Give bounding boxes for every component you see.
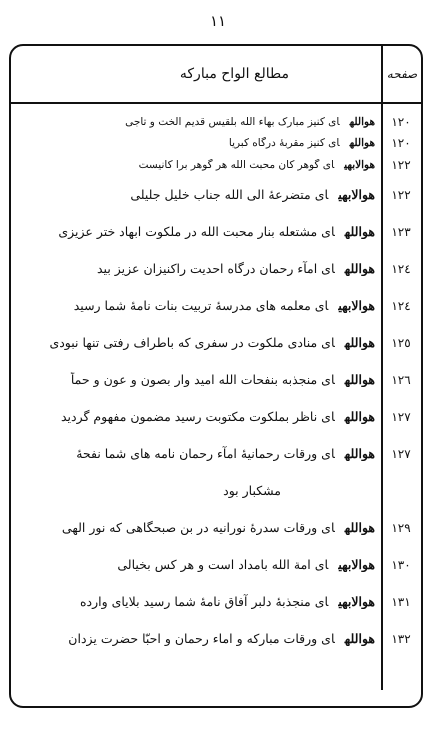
entry-text [11,372,381,387]
entry-opening: ای منجذبهٔ دلبر آفاق نامهٔ شما رسید بلایای وارده [79,594,329,609]
list-item [11,546,421,583]
list-item [11,583,421,620]
entry-text [11,116,381,128]
entry-page-number: ١٢٢ [391,187,411,202]
entry-opening: ای کنیز مقربهٔ درگاه کبریا [228,137,340,149]
list-item [11,112,421,132]
title-column-header [11,46,381,102]
list-item [11,250,421,287]
entry-invocation: هوالله [344,335,375,350]
list-item [11,154,421,176]
entry-opening: ای امآء رحمان درگاه احدیت راکنیزان عزیز بید [97,261,335,276]
table-body [11,102,421,706]
entry-invocation: هوالله [349,116,375,128]
entry-text [11,137,381,149]
table-of-contents [9,44,423,708]
entry-opening: ای منادی ملکوت در سفری که باطراف رفتی تنها نبودی [49,335,335,350]
list-item [11,213,421,250]
list-item [11,509,421,546]
entry-text [11,520,381,535]
entry-invocation: هوالله [344,261,375,276]
entry-page-number: ١٢٧ [391,446,411,461]
entry-opening: ای گوهر کان محبت الله هر گوهر برا کانیست [138,159,335,171]
entry-text [11,446,381,461]
entry-text [11,298,381,313]
list-item [11,435,421,472]
entry-invocation: هوالابهی [344,159,375,171]
entry-page-number: ١٢٥ [391,335,411,350]
entry-opening: ای مشتعله بنار محبت الله در ملکوت ابهاد ختر عزیزی [58,224,335,239]
page-number: ١١ [209,12,227,30]
entry-page-number: ١٢٤ [391,261,411,276]
entry-page-number: ١٣٢ [391,631,411,646]
entry-page-number: ١٢٦ [391,372,411,387]
list-item [11,361,421,398]
entry-page-number: ١٢٠ [391,136,411,150]
list-item [11,287,421,324]
page-column-header [381,46,421,102]
entry-invocation: هوالله [344,409,375,424]
entry-text [11,224,381,239]
list-item [11,324,421,361]
entry-text [11,261,381,276]
list-item [11,620,421,657]
entry-page-number: ١٢٣ [391,224,411,239]
list-item [11,398,421,435]
entry-page-number: ١٣٠ [391,557,411,572]
entry-invocation: هوالله [344,520,375,535]
entry-page-number: ١٢٢ [391,158,411,172]
entry-text [11,631,381,646]
entry-text [11,159,381,171]
section-title: مطالع الواح مبارکه [179,66,289,82]
entry-text [11,335,381,350]
entry-text [11,187,381,202]
entry-opening: ای ورقات رحمانیهٔ امآء رحمان نامه های شما نفحهٔ [76,446,335,461]
entry-invocation: هوالله [344,446,375,461]
entry-opening: ای ورقات سدرهٔ نورانیه در بن صبحگاهی که نور الهی [61,520,335,535]
entry-invocation: هوالابهی [338,298,375,313]
entry-opening: ای ناظر بملکوت مکتوبت رسید مضمون مفهوم گردید [60,409,335,424]
entry-invocation: هوالابهی [338,187,375,202]
page-column-label: صفحه [386,67,418,81]
entry-invocation: هوالله [349,137,375,149]
entry-list [11,112,421,657]
entry-continuation: مشکبار بود [223,483,281,498]
entry-invocation: هوالله [344,224,375,239]
entry-text [11,594,381,609]
entry-opening: ای متضرعهٔ الی الله جناب خلیل جلیلی [130,187,329,202]
entry-text [11,557,381,572]
entry-text [11,409,381,424]
entry-opening: ای امة الله بامداد است و هر کس بخیالی [117,557,329,572]
entry-invocation: هوالله [344,631,375,646]
entry-page-number: ١٢٧ [391,409,411,424]
entry-invocation: هوالابهی [338,557,375,572]
entry-invocation: هوالابهی [338,594,375,609]
entry-invocation: هوالله [344,372,375,387]
entry-page-number: ١٢٤ [391,298,411,313]
list-item [11,176,421,213]
entry-opening: ای معلمه های مدرسهٔ تربیت بنات نامهٔ شما رسید [73,298,329,313]
entry-page-number: ١٣١ [391,594,411,609]
entry-opening: ای کنیز مبارک بهآء الله بلقیس قدیم الخت و تاجی [125,116,340,128]
entry-page-number: ١٢٩ [391,520,411,535]
entry-page-number: ١٢٠ [391,115,411,129]
entry-opening: ای منجذبه بنفحات الله امید وار بصون و عون و حماً [70,372,335,387]
table-header [11,46,421,104]
entry-opening: ای ورقات مبارکه و اماء رحمان و احبّا حضرت یزدان [68,631,335,646]
list-item [11,132,421,154]
